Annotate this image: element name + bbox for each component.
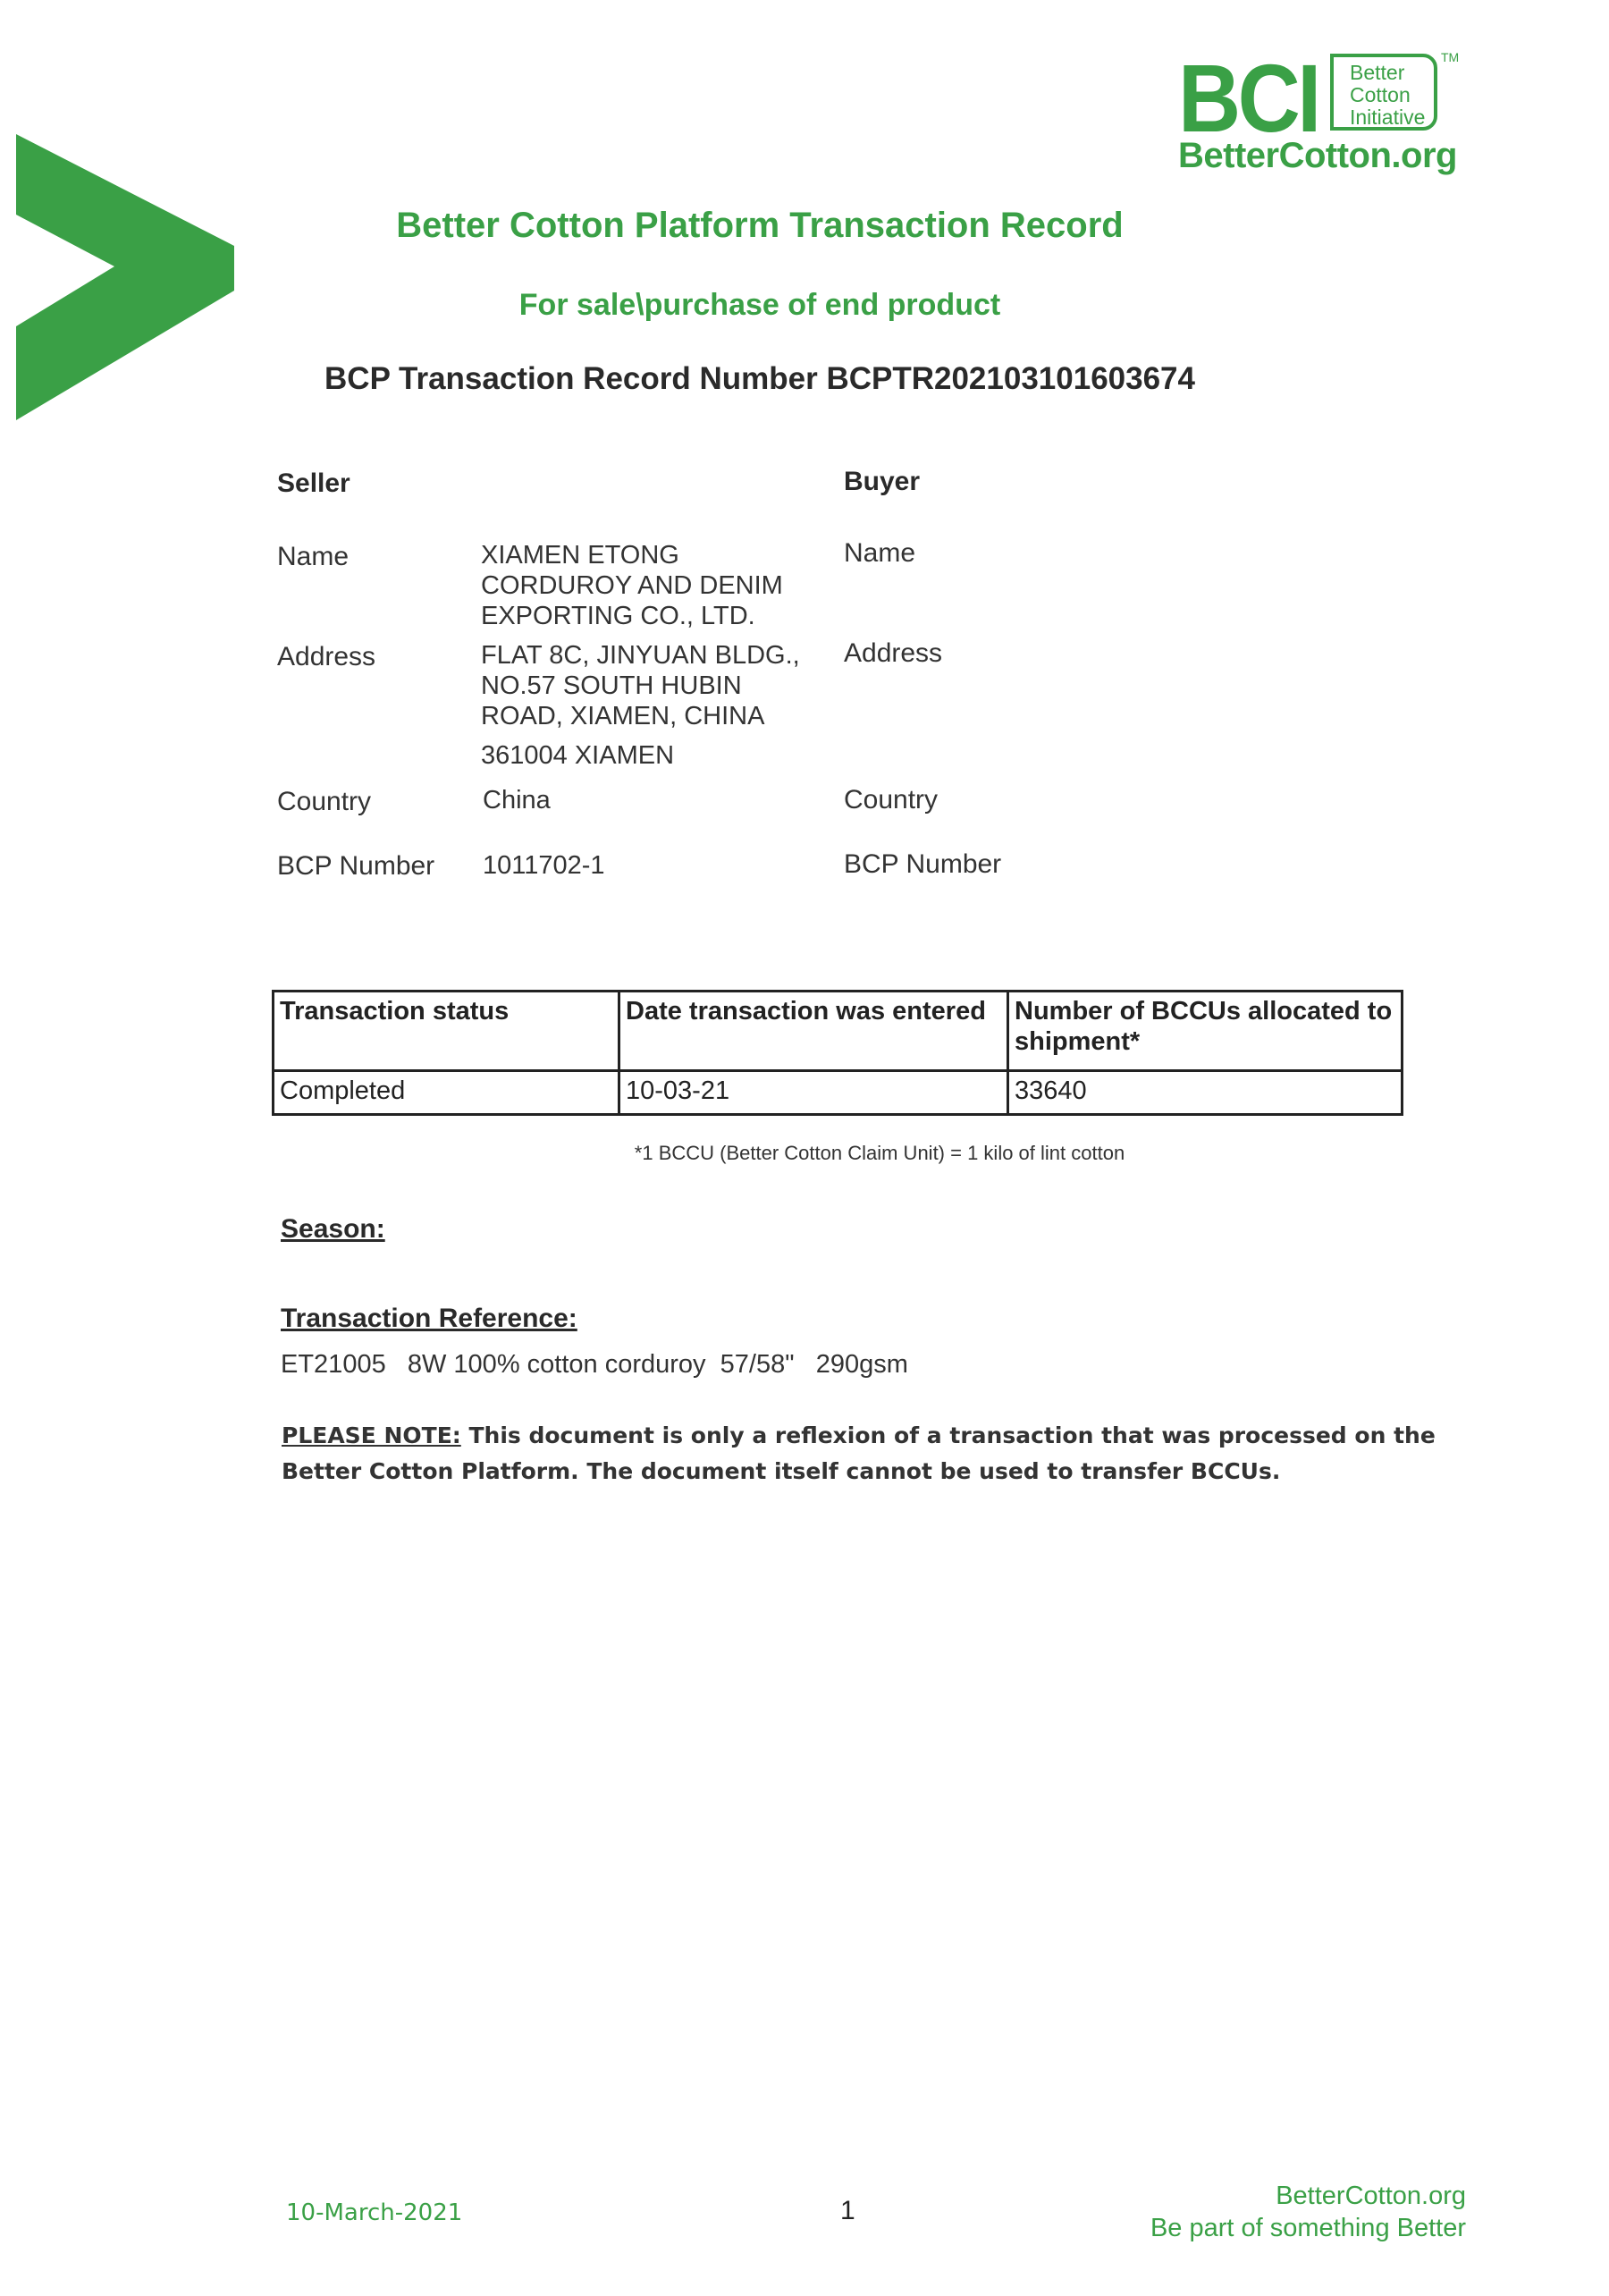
seller-address	[481, 640, 800, 731]
footer-date: 10-March-2021	[286, 2199, 463, 2226]
seller-name-line: XIAMEN ETONG	[481, 541, 679, 570]
document-subtitle: For sale\purchase of end product	[518, 288, 1001, 322]
buyer-address-label: Address	[844, 638, 943, 668]
table-row	[274, 1071, 1403, 1115]
logo-box-line-1: Better	[1350, 61, 1405, 84]
seller-address-label: Address	[277, 642, 376, 671]
bccu-footnote: *1 BCCU (Better Cotton Claim Unit) = 1 kilo of lint cotton	[634, 1142, 1125, 1164]
document-title: Better Cotton Platform Transaction Record	[396, 206, 1124, 245]
seller-address-line: ROAD, XIAMEN, CHINA	[481, 702, 765, 730]
logo-bci-text: BCI	[1178, 44, 1318, 152]
seller-name-line: CORDUROY AND DENIM	[481, 571, 783, 600]
footer-tagline: Be part of something Better	[1150, 2214, 1466, 2242]
header-transaction-status: Transaction status	[274, 992, 619, 1071]
seller-country: China	[483, 786, 551, 815]
transaction-reference-label: Transaction Reference:	[281, 1304, 577, 1333]
table-header-row	[274, 992, 1403, 1071]
seller-postal: 361004 XIAMEN	[481, 741, 675, 770]
logo-url: BetterCotton.org	[1178, 136, 1457, 175]
footer-url: BetterCotton.org	[1276, 2182, 1466, 2210]
page-number: 1	[840, 2196, 855, 2225]
header-date-entered: Date transaction was entered	[619, 992, 1008, 1071]
seller-bcp-label: BCP Number	[277, 851, 435, 881]
season-label: Season:	[281, 1214, 385, 1244]
seller-bcp-number: 1011702-1	[483, 851, 605, 880]
seller-heading: Seller	[277, 468, 350, 498]
seller-name-label: Name	[277, 542, 350, 571]
seller-address-line: NO.57 SOUTH HUBIN	[481, 671, 742, 700]
please-note	[282, 1418, 1470, 1490]
buyer-heading: Buyer	[844, 467, 921, 496]
transaction-reference-value: ET21005 8W 100% cotton corduroy 57/58" 290gsm	[281, 1350, 908, 1379]
buyer-bcp-label: BCP Number	[844, 849, 1002, 879]
note-lead: PLEASE NOTE:	[282, 1422, 461, 1448]
seller-address-line: FLAT 8C, JINYUAN BLDG.,	[481, 641, 800, 670]
logo-box-line-3: Initiative	[1350, 106, 1426, 129]
bci-logo	[1178, 44, 1460, 184]
seller-name	[481, 540, 783, 631]
logo-box-line-2: Cotton	[1350, 83, 1411, 106]
cell-bccus: 33640	[1008, 1071, 1403, 1115]
transaction-table	[272, 990, 1403, 1116]
trademark-mark: TM	[1441, 50, 1460, 64]
cell-date: 10-03-21	[619, 1071, 1008, 1115]
header-bccus-allocated: Number of BCCUs allocated to shipment*	[1008, 992, 1403, 1071]
seller-name-line: EXPORTING CO., LTD.	[481, 602, 755, 630]
cell-status: Completed	[274, 1071, 619, 1115]
buyer-name-label: Name	[844, 538, 916, 568]
buyer-country-label: Country	[844, 785, 939, 815]
logo-initiative-box	[1330, 54, 1437, 131]
seller-country-label: Country	[277, 787, 372, 816]
note-text: This document is only a reflexion of a transaction that was processed on the Better Cotton Platform. The document itself cannot be used to transfer BCCUs.	[282, 1422, 1436, 1484]
record-number: BCP Transaction Record Number BCPTR202103101603674	[324, 361, 1195, 396]
